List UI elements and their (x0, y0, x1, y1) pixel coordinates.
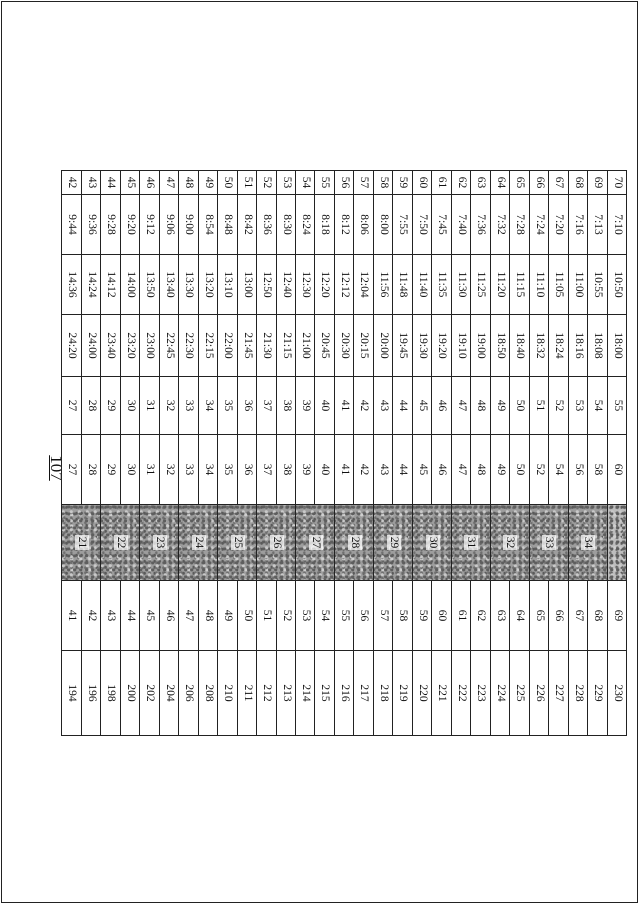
table-cell: 18:40 (510, 315, 529, 377)
table-cell: 7:13 (588, 195, 607, 255)
table-cell: 13:30 (179, 255, 198, 315)
table-cell: 69 (607, 581, 626, 651)
table-cell: 47 (451, 377, 470, 435)
table-cell: 68 (588, 581, 607, 651)
table-cell: 7:50 (412, 195, 431, 255)
table-cell: 28 (81, 435, 100, 505)
table-cell: 19:10 (451, 315, 470, 377)
table-cell: 204 (159, 651, 178, 736)
table-cell: 11:20 (490, 255, 509, 315)
table-cell: 34 (198, 435, 217, 505)
table-cell: 24:20 (62, 315, 82, 377)
table-cell-text: 28 (348, 536, 361, 549)
table-cell: 56 (354, 581, 373, 651)
table-cell: 19:45 (393, 315, 412, 377)
table-cell: 13:10 (218, 255, 237, 315)
table-row (471, 171, 490, 736)
table-cell: 8:06 (354, 195, 373, 255)
table-row (549, 171, 568, 736)
table-cell: 56 (568, 435, 587, 505)
table-row (373, 171, 392, 736)
shaded-cell (179, 505, 218, 581)
table-cell: 42 (62, 171, 82, 195)
table-cell: 62 (451, 171, 470, 195)
table-cell: 47 (451, 435, 470, 505)
table-cell: 11:30 (451, 255, 470, 315)
table-cell: 12:30 (296, 255, 315, 315)
table-cell: 206 (179, 651, 198, 736)
table-cell: 48 (198, 581, 217, 651)
table-cell: 49 (218, 581, 237, 651)
table-cell: 52 (549, 377, 568, 435)
table-cell-text: 21 (75, 536, 88, 549)
table-cell: 51 (237, 171, 256, 195)
table-cell: 36 (237, 377, 256, 435)
shaded-cell (257, 505, 296, 581)
table-cell: 42 (354, 435, 373, 505)
table-row (81, 171, 100, 736)
table-cell: 14:24 (81, 255, 100, 315)
table-cell: 212 (257, 651, 276, 736)
table-cell: 7:16 (568, 195, 587, 255)
table-cell: 12:20 (315, 255, 334, 315)
table-cell-text: 25 (231, 536, 244, 549)
table-cell: 14:36 (62, 255, 82, 315)
table-cell: 229 (588, 651, 607, 736)
table-cell: 55 (315, 171, 334, 195)
table-cell: 27 (62, 377, 82, 435)
table-cell: 194 (62, 651, 82, 736)
table-cell: 60 (432, 581, 451, 651)
table-cell: 18:24 (549, 315, 568, 377)
table-cell: 9:06 (159, 195, 178, 255)
table-cell-text: 29 (387, 536, 400, 549)
table-cell: 69 (588, 171, 607, 195)
table-cell: 7:36 (471, 195, 490, 255)
table-cell: 220 (412, 651, 431, 736)
table-row (179, 171, 198, 736)
table-cell: 221 (432, 651, 451, 736)
table-cell: 37 (257, 435, 276, 505)
table-cell: 10:50 (607, 255, 626, 315)
table-cell: 216 (334, 651, 353, 736)
table-cell: 208 (198, 651, 217, 736)
table-cell: 18:32 (529, 315, 548, 377)
table-cell: 61 (432, 171, 451, 195)
table-cell: 58 (393, 581, 412, 651)
table-cell: 7:24 (529, 195, 548, 255)
table-cell: 9:00 (179, 195, 198, 255)
shaded-cell (373, 505, 412, 581)
table-cell: 29 (101, 435, 120, 505)
table-cell: 8:54 (198, 195, 217, 255)
shaded-cell (62, 505, 101, 581)
table-cell-text: 31 (465, 536, 478, 549)
shaded-cell (607, 505, 626, 581)
table-cell: 13:20 (198, 255, 217, 315)
table-row (62, 171, 82, 736)
table-cell: 13:50 (140, 255, 159, 315)
table-cell: 11:10 (529, 255, 548, 315)
table-cell: 59 (412, 581, 431, 651)
page-number: 107 (47, 455, 66, 481)
table-cell: 57 (354, 171, 373, 195)
table-cell: 66 (549, 581, 568, 651)
table-row (237, 171, 256, 736)
table-row (393, 171, 412, 736)
shaded-cell (296, 505, 335, 581)
table-cell: 20:45 (315, 315, 334, 377)
table-cell: 30 (120, 377, 139, 435)
table-row (276, 171, 295, 736)
table-cell: 41 (334, 377, 353, 435)
table-cell-text: 30 (426, 536, 439, 549)
table-cell: 62 (471, 581, 490, 651)
table-row (529, 171, 548, 736)
table-cell: 213 (276, 651, 295, 736)
table-cell: 50 (510, 435, 529, 505)
table-cell: 226 (529, 651, 548, 736)
table-cell: 39 (296, 435, 315, 505)
table-cell: 60 (607, 435, 626, 505)
table-cell: 21:00 (296, 315, 315, 377)
table-cell: 14:00 (120, 255, 139, 315)
table-cell: 54 (315, 581, 334, 651)
table-cell: 35 (218, 377, 237, 435)
table-cell: 22:15 (198, 315, 217, 377)
table-cell: 53 (568, 377, 587, 435)
table-cell: 61 (451, 581, 470, 651)
table-cell: 7:55 (393, 195, 412, 255)
table-cell: 49 (490, 435, 509, 505)
table-cell: 23:00 (140, 315, 159, 377)
table-cell: 58 (373, 171, 392, 195)
table-cell: 46 (159, 581, 178, 651)
table-cell: 32 (159, 435, 178, 505)
table-cell: 33 (179, 377, 198, 435)
table-cell: 9:12 (140, 195, 159, 255)
table-cell: 45 (120, 171, 139, 195)
table-cell: 11:35 (432, 255, 451, 315)
table-cell: 198 (101, 651, 120, 736)
table-cell: 7:10 (607, 195, 626, 255)
table-cell: 8:18 (315, 195, 334, 255)
table-cell: 53 (296, 581, 315, 651)
table-cell: 11:48 (393, 255, 412, 315)
table-cell: 21:45 (237, 315, 256, 377)
table-cell: 36 (237, 435, 256, 505)
table-row (218, 171, 237, 736)
table-cell: 48 (471, 377, 490, 435)
table-cell: 9:28 (101, 195, 120, 255)
table-row (296, 171, 315, 736)
table-row (490, 171, 509, 736)
table-cell-text: 23 (154, 536, 166, 549)
table-cell: 43 (373, 435, 392, 505)
table-cell: 230 (607, 651, 626, 736)
table-cell: 22:30 (179, 315, 198, 377)
table-cell: 28 (81, 377, 100, 435)
table-row (607, 171, 626, 736)
table-cell: 200 (120, 651, 139, 736)
table-cell: 70 (607, 171, 626, 195)
table-cell: 48 (179, 171, 198, 195)
table-cell: 37 (257, 377, 276, 435)
table-cell: 64 (490, 171, 509, 195)
table-row (588, 171, 607, 736)
shaded-cell (529, 505, 568, 581)
table-cell: 44 (393, 377, 412, 435)
table-cell: 8:42 (237, 195, 256, 255)
table-cell-text: 33 (543, 536, 556, 549)
shaded-cell (101, 505, 140, 581)
table-cell: 54 (296, 171, 315, 195)
table-cell: 214 (296, 651, 315, 736)
table-cell-text: 22 (115, 536, 128, 549)
table-cell: 9:44 (62, 195, 82, 255)
table-cell-text: 32 (504, 536, 517, 549)
table-cell: 30 (120, 435, 139, 505)
table-cell: 215 (315, 651, 334, 736)
table-cell: 45 (412, 377, 431, 435)
table-cell: 8:00 (373, 195, 392, 255)
table-row (257, 171, 276, 736)
table-cell: 57 (373, 581, 392, 651)
table-cell: 12:50 (257, 255, 276, 315)
table-row (451, 171, 470, 736)
table-cell: 46 (432, 377, 451, 435)
score-table-wrapper (61, 170, 627, 735)
table-cell: 21:15 (276, 315, 295, 377)
table-cell: 32 (159, 377, 178, 435)
table-cell: 202 (140, 651, 159, 736)
table-cell: 50 (218, 171, 237, 195)
shaded-cell (218, 505, 257, 581)
table-cell: 7:45 (432, 195, 451, 255)
table-cell: 34 (198, 377, 217, 435)
table-row (315, 171, 334, 736)
table-cell: 27 (62, 435, 82, 505)
table-cell: 11:00 (568, 255, 587, 315)
table-cell: 7:32 (490, 195, 509, 255)
table-cell: 14:12 (101, 255, 120, 315)
table-cell: 20:00 (373, 315, 392, 377)
table-cell: 23:40 (101, 315, 120, 377)
table-cell: 20:30 (334, 315, 353, 377)
table-row (334, 171, 353, 736)
table-cell: 47 (159, 171, 178, 195)
table-cell: 23:20 (120, 315, 139, 377)
shaded-cell (140, 505, 179, 581)
table-row (354, 171, 373, 736)
table-cell: 218 (373, 651, 392, 736)
table-cell: 13:40 (159, 255, 178, 315)
table-cell: 63 (471, 171, 490, 195)
table-cell: 46 (432, 435, 451, 505)
table-cell: 45 (140, 581, 159, 651)
table-cell: 11:15 (510, 255, 529, 315)
table-cell: 225 (510, 651, 529, 736)
table-cell: 210 (218, 651, 237, 736)
table-cell: 19:30 (412, 315, 431, 377)
table-cell: 52 (276, 581, 295, 651)
table-cell: 51 (257, 581, 276, 651)
table-row (510, 171, 529, 736)
table-cell: 47 (179, 581, 198, 651)
table-cell: 65 (510, 171, 529, 195)
table-cell: 20:15 (354, 315, 373, 377)
table-cell: 227 (549, 651, 568, 736)
shaded-cell (334, 505, 373, 581)
table-cell: 42 (81, 581, 100, 651)
table-cell: 8:12 (334, 195, 353, 255)
table-cell: 35 (218, 435, 237, 505)
table-cell: 53 (276, 171, 295, 195)
table-cell: 18:08 (588, 315, 607, 377)
table-cell: 66 (529, 171, 548, 195)
table-cell: 40 (315, 377, 334, 435)
table-cell: 9:20 (120, 195, 139, 255)
table-cell: 38 (276, 435, 295, 505)
table-cell-text: 26 (270, 536, 283, 549)
table-cell: 54 (588, 377, 607, 435)
table-cell: 50 (510, 377, 529, 435)
table-cell: 11:40 (412, 255, 431, 315)
table-cell-text: 34 (582, 536, 595, 549)
table-cell: 12:40 (276, 255, 295, 315)
table-cell: 59 (393, 171, 412, 195)
table-cell: 217 (354, 651, 373, 736)
table-cell: 219 (393, 651, 412, 736)
table-cell: 11:25 (471, 255, 490, 315)
table-cell: 11:56 (373, 255, 392, 315)
table-cell: 29 (101, 377, 120, 435)
table-cell: 24:00 (81, 315, 100, 377)
table-cell: 8:24 (296, 195, 315, 255)
table-cell: 49 (198, 171, 217, 195)
table-cell: 9:36 (81, 195, 100, 255)
table-cell: 224 (490, 651, 509, 736)
table-cell: 7:20 (549, 195, 568, 255)
table-cell: 228 (568, 651, 587, 736)
table-cell: 46 (140, 171, 159, 195)
shaded-cell (451, 505, 490, 581)
table-cell: 67 (549, 171, 568, 195)
score-table (61, 170, 627, 736)
table-row (140, 171, 159, 736)
table-cell: 52 (257, 171, 276, 195)
table-cell: 43 (81, 171, 100, 195)
table-cell: 196 (81, 651, 100, 736)
table-cell: 67 (568, 581, 587, 651)
table-cell: 8:36 (257, 195, 276, 255)
table-cell: 49 (490, 377, 509, 435)
table-cell: 13:00 (237, 255, 256, 315)
table-cell: 8:30 (276, 195, 295, 255)
table-cell: 48 (471, 435, 490, 505)
table-cell: 19:00 (471, 315, 490, 377)
table-cell: 31 (140, 377, 159, 435)
table-row (432, 171, 451, 736)
table-cell: 31 (140, 435, 159, 505)
table-cell: 50 (237, 581, 256, 651)
table-cell-text: 27 (309, 536, 322, 549)
table-cell: 22:45 (159, 315, 178, 377)
table-cell: 43 (373, 377, 392, 435)
table-row (198, 171, 217, 736)
table-cell: 60 (412, 171, 431, 195)
table-cell: 44 (393, 435, 412, 505)
table-cell: 10:55 (588, 255, 607, 315)
table-cell: 211 (237, 651, 256, 736)
shaded-cell (568, 505, 607, 581)
table-cell: 11:05 (549, 255, 568, 315)
table-cell: 18:16 (568, 315, 587, 377)
table-cell: 12:04 (354, 255, 373, 315)
table-cell: 222 (451, 651, 470, 736)
table-row (412, 171, 431, 736)
table-cell: 41 (62, 581, 82, 651)
shaded-cell (490, 505, 529, 581)
table-cell: 19:20 (432, 315, 451, 377)
shaded-cell (412, 505, 451, 581)
table-cell: 43 (101, 581, 120, 651)
table-cell: 51 (529, 377, 548, 435)
table-cell: 21:30 (257, 315, 276, 377)
table-cell-text: 24 (192, 536, 205, 549)
table-cell: 52 (529, 435, 548, 505)
table-cell: 39 (296, 377, 315, 435)
table-row (159, 171, 178, 736)
table-row (101, 171, 120, 736)
table-cell: 64 (510, 581, 529, 651)
table-cell: 18:00 (607, 315, 626, 377)
table-cell: 68 (568, 171, 587, 195)
table-cell: 42 (354, 377, 373, 435)
table-cell: 65 (529, 581, 548, 651)
table-cell: 18:50 (490, 315, 509, 377)
table-cell: 12:12 (334, 255, 353, 315)
table-cell: 223 (471, 651, 490, 736)
table-cell: 7:40 (451, 195, 470, 255)
table-cell: 41 (334, 435, 353, 505)
table-row (568, 171, 587, 736)
table-cell: 58 (588, 435, 607, 505)
table-cell: 38 (276, 377, 295, 435)
table-cell: 45 (412, 435, 431, 505)
table-cell: 63 (490, 581, 509, 651)
table-cell: 22:00 (218, 315, 237, 377)
table-cell: 56 (334, 171, 353, 195)
table-cell: 44 (120, 581, 139, 651)
table-cell: 55 (607, 377, 626, 435)
table-cell: 54 (549, 435, 568, 505)
table-cell: 8:48 (218, 195, 237, 255)
table-row (120, 171, 139, 736)
table-cell: 7:28 (510, 195, 529, 255)
table-cell: 44 (101, 171, 120, 195)
table-cell: 40 (315, 435, 334, 505)
table-cell: 55 (334, 581, 353, 651)
table-cell: 33 (179, 435, 198, 505)
